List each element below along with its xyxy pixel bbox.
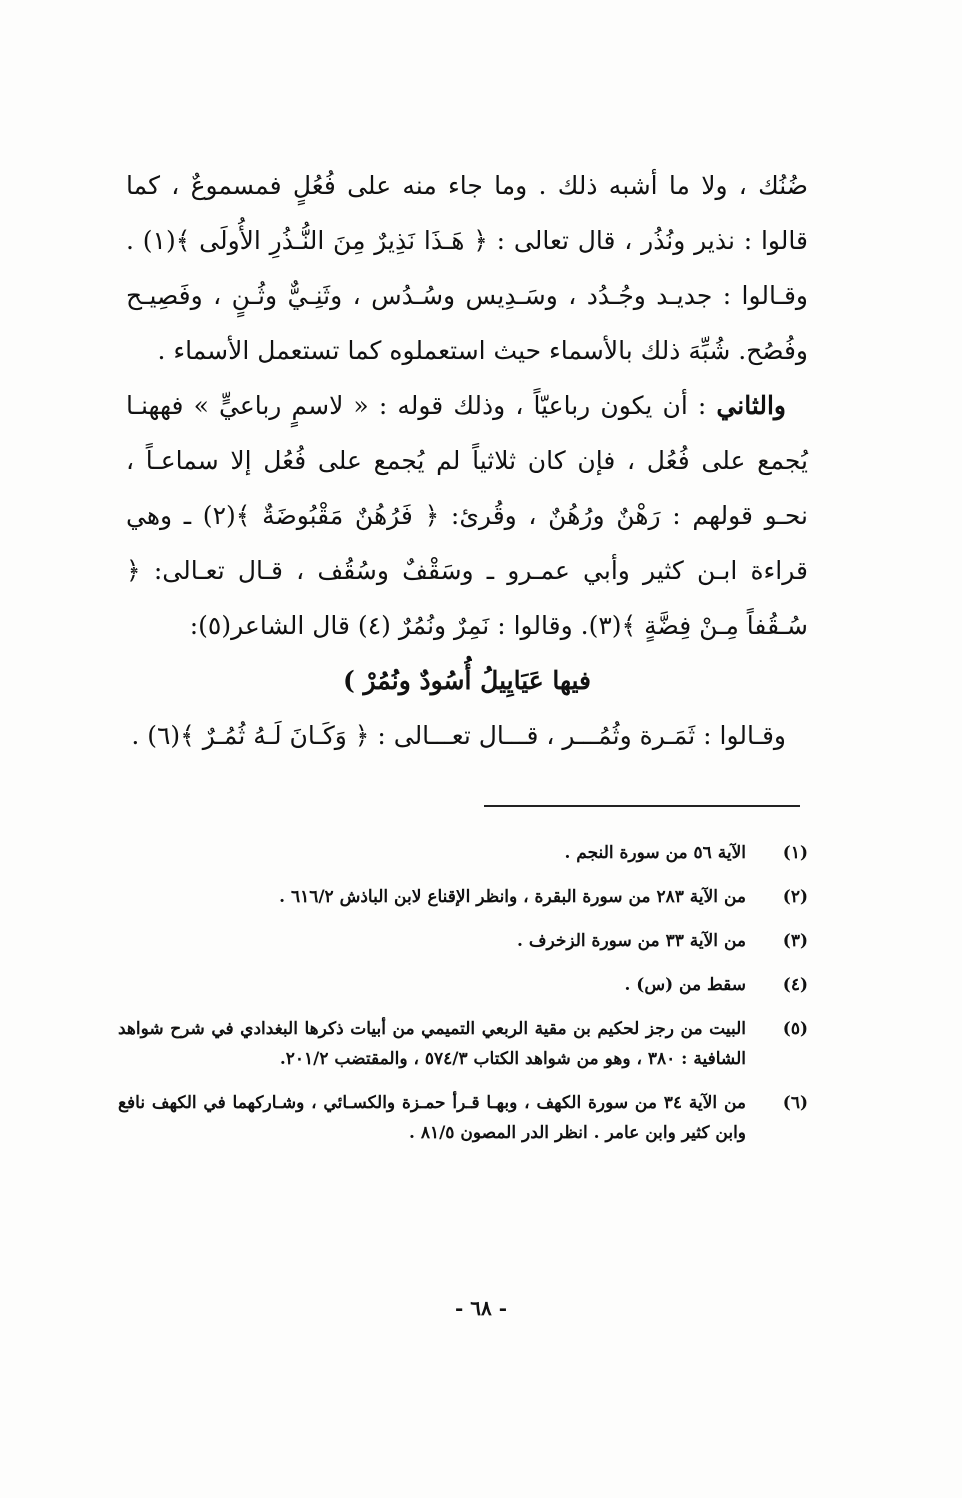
footnote-text: البيت من رجز لحكيم بن مقية الربعي التميمي من أبيات ذكرها البغدادي في شرح شواهد الشافية : ٣٨٠ ، وهو من شواهد الكتاب ٥٧٤/٣ ، والمقتضب ٢٠١/٢. [118, 1019, 746, 1069]
footnote-item [118, 1014, 808, 1074]
footnote-number: (٦) [782, 1093, 808, 1113]
footnote-number: (١) [782, 843, 808, 863]
footnote-number: (٤) [782, 975, 808, 995]
footnote-item [118, 1088, 808, 1148]
footnote-separator [484, 805, 800, 807]
footnote-text: من الآية ٢٨٣ من سورة البقرة ، وانظر الإقناع لابن الباذش ٦١٦/٢ . [279, 887, 746, 907]
footnote-number: (٢) [782, 887, 808, 907]
footnote-text: من الآية ٣٣ من سورة الزخرف . [517, 931, 746, 951]
page-number: - ٦٨ - [454, 1296, 507, 1320]
footnote-text: من الآية ٣٤ من سورة الكهف ، وبهـا قـرأ حمـزة والكسـائي ، وشـاركهما في الكهف نافع وابن كثير وابن عامر . انظر الدر المصون ٨١/٥ . [118, 1093, 746, 1143]
footnote-text: سقط من (س) . [624, 975, 746, 995]
footnote-number: (٣) [782, 931, 808, 951]
footnote-item [118, 970, 808, 1000]
footnote-number: (٥) [782, 1019, 808, 1039]
paragraph-2 [126, 378, 808, 653]
paragraph-2-lead: والثاني [716, 391, 786, 420]
footnotes [118, 838, 808, 1162]
paragraph-2-text: : أن يكون رباعيّاً ، وذلك قوله : « لاسمٍ رباعيٍّ » فههنـا يُجمع على فُعُل ، فإن كان ثلاثياً لم يُجمع على فُعُل إلا سماعـاً ، نحـو قولهم : رَهْنٌ ورُهُنٌ ، وقُرئ: ﴿ فَرُهُنٌ مَقْبُوضَةٌ ﴾(٢) ـ وهي قراءة ابـن كثير وأبي عمـرو ـ وسَقْفٌ وسُقُف ، قـال تعـالى: ﴿ سُـقُفاً مِـنْ فِضَّةٍ ﴾(٣). وقالوا : نَمِرٌ ونُمُرٌ (٤) قال الشاعر(٥): [126, 391, 808, 640]
footnote-item [118, 882, 808, 912]
footnote-text: الآية ٥٦ من سورة النجم . [564, 843, 746, 863]
footnote-item [118, 926, 808, 956]
poetry-verse: فيها عَيَايِيلُ أُسُودٌ ونُمُرْ ) [342, 666, 591, 695]
footnote-item [118, 838, 808, 868]
paragraph-1: ضُنُك ، ولا ما أشبه ذلك . وما جاء منه على فُعُلٍ فمسموعٌ ، كما قالوا : نذير ونُذُر ، قال تعالى : ﴿ هَـذَا نَذِيرٌ مِنَ النُّـذُرِ الأُولَى ﴾(١) . وقـالوا : جديـد وجُـدُد ، وسَـدِيس وسُـدُس ، وثَنِـيٌّ وثُـنٍ ، وفَصِيـح وفُصُح. شُبِّهَ ذلك بالأسماء حيث استعملوه كما تستعمل الأسماء . [126, 171, 808, 365]
main-text [126, 158, 808, 763]
paragraph-3: وقـالوا : ثَمَـرة وثُمُـــر ، قـــال تعـــالى : ﴿ وَكَـانَ لَـهُ ثُمُـرٌ ﴾(٦) . [131, 721, 786, 750]
